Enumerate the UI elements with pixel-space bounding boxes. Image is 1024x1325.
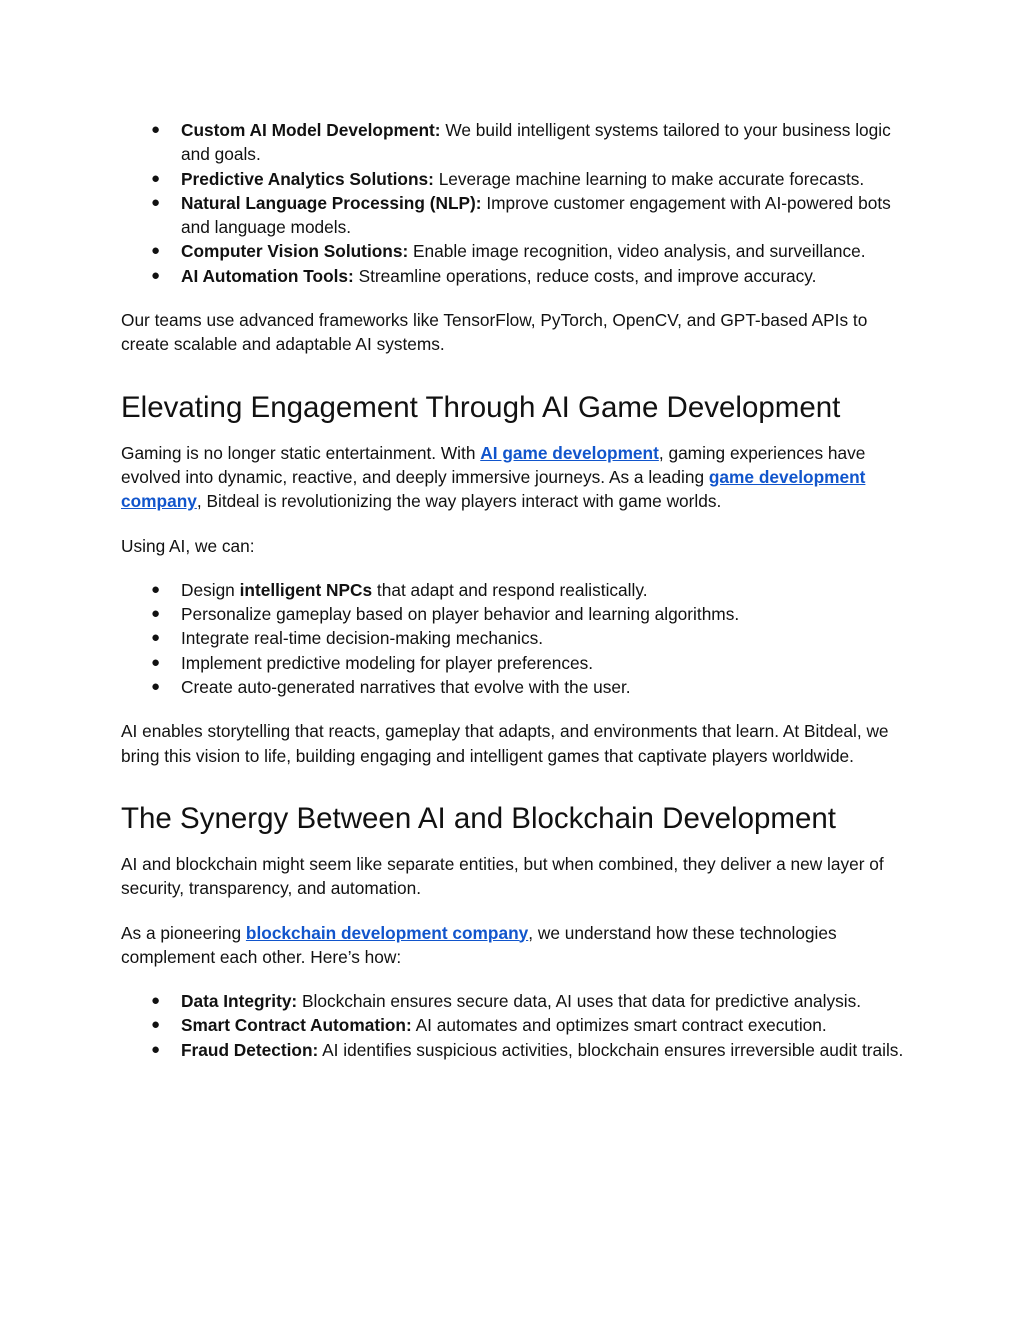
bullet-icon: ● bbox=[151, 605, 161, 623]
list-item: ● Personalize gameplay based on player behavior and learning algorithms. bbox=[121, 602, 911, 626]
game-intro-paragraph: Gaming is no longer static entertainment. With AI game development, gaming experiences have evolved into dynamic, reactive, and deeply immersive journeys. As a leading game development company, Bitdeal is revolutionizing the way players interact with game worlds. bbox=[121, 442, 866, 512]
blockchain-development-company-link[interactable]: blockchain development company bbox=[245, 922, 529, 943]
bullet-icon: ● bbox=[151, 266, 161, 284]
list-item: ● Implement predictive modeling for player preferences. bbox=[121, 651, 911, 675]
bullet-icon: ● bbox=[151, 121, 161, 138]
blockchain-intro-paragraph: AI and blockchain might seem like separate entities, but when combined, they deliver a new layer of security, transparency, and automation. bbox=[121, 853, 884, 899]
ai-game-capabilities-list bbox=[121, 578, 911, 699]
game-development-company-link[interactable]: game development company bbox=[121, 466, 866, 512]
list-item: ● Fraud Detection: AI identifies suspicious activities, blockchain ensures irreversible audit trails. bbox=[121, 1038, 911, 1062]
bullet-icon: ● bbox=[151, 629, 161, 647]
section-heading-blockchain: The Synergy Between AI and Blockchain Development bbox=[121, 801, 836, 835]
list-item: ● Data Integrity: Blockchain ensures secure data, AI uses that data for predictive analysis. bbox=[121, 989, 911, 1013]
section-heading-game: Elevating Engagement Through AI Game Development bbox=[121, 390, 841, 424]
list-item: ● Create auto-generated narratives that evolve with the user. bbox=[121, 675, 911, 699]
bullet-icon: ● bbox=[151, 1040, 161, 1058]
pioneering-paragraph: As a pioneering blockchain development company, we understand how these technologies complement each other. Here’s how: bbox=[121, 922, 837, 967]
list-item: ● Integrate real-time decision-making mechanics. bbox=[121, 626, 911, 650]
list-item: ● Natural Language Processing (NLP): Improve customer engagement with AI-powered bots and language models. bbox=[151, 192, 891, 238]
bullet-icon: ● bbox=[151, 242, 161, 260]
document-page bbox=[121, 118, 911, 1062]
ai-game-development-link[interactable]: AI game development bbox=[480, 442, 659, 463]
bullet-icon: ● bbox=[151, 992, 161, 1010]
storytelling-paragraph: AI enables storytelling that reacts, gameplay that adapts, and environments that learn. At Bitdeal, we bring this vision to life, building engaging and intelligent games that captivate players worldwide. bbox=[121, 721, 889, 766]
list-item: ● Design intelligent NPCs that adapt and respond realistically. bbox=[121, 578, 911, 602]
list-item: ● Smart Contract Automation: AI automates and optimizes smart contract execution. bbox=[121, 1013, 911, 1037]
bullet-icon: ● bbox=[151, 580, 161, 598]
list-item: ● Predictive Analytics Solutions: Leverage machine learning to make accurate forecasts. bbox=[121, 167, 911, 191]
bullet-icon: ● bbox=[151, 169, 161, 187]
list-item: ● AI Automation Tools: Streamline operations, reduce costs, and improve accuracy. bbox=[121, 264, 911, 288]
list-item: ● Computer Vision Solutions: Enable image recognition, video analysis, and surveillance. bbox=[121, 239, 911, 263]
bullet-icon: ● bbox=[151, 678, 161, 696]
bullet-icon: ● bbox=[151, 193, 161, 211]
list-item: ● Custom AI Model Development: We build intelligent systems tailored to your business logic and goals. bbox=[151, 120, 891, 165]
ai-services-list bbox=[121, 118, 911, 288]
frameworks-paragraph: Our teams use advanced frameworks like TensorFlow, PyTorch, OpenCV, and GPT-based APIs to create scalable and adaptable AI systems. bbox=[121, 310, 868, 355]
bullet-icon: ● bbox=[151, 1016, 161, 1034]
bullet-icon: ● bbox=[151, 653, 161, 671]
synergy-list bbox=[121, 989, 911, 1062]
using-ai-paragraph: Using AI, we can: bbox=[121, 535, 255, 556]
